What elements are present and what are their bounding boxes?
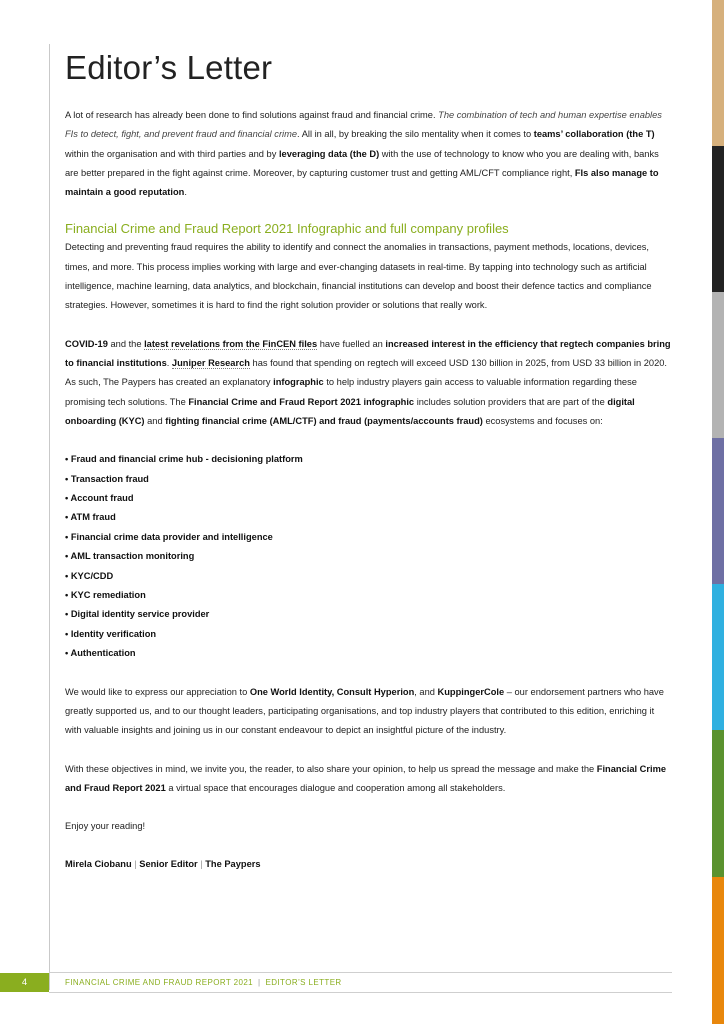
p3-text-2: , and — [414, 686, 438, 697]
aml-bold: fighting financial crime (AML/CTF) and fraud (payments/accounts fraud) — [165, 415, 483, 426]
report-infographic-bold: Financial Crime and Fraud Report 2021 infographic — [188, 396, 415, 407]
p2-text-3: . — [166, 357, 172, 368]
list-item: • Transaction fraud — [65, 473, 149, 484]
list-item: • KYC remediation — [65, 590, 146, 600]
p2-text-4: has found that spending on regtech will exceed USD 130 billion in 2025, from USD 33 billion in 2020. As such, The Paypers has created an explanatory — [65, 357, 668, 388]
intro-bold-teams: teams’ collaboration (the T) — [533, 129, 655, 140]
footer-title — [65, 973, 342, 992]
sidebar-tab-green[interactable] — [712, 730, 724, 877]
signature — [65, 855, 672, 874]
author-role: Senior Editor — [139, 859, 198, 870]
sidebar-tab-gray[interactable] — [712, 292, 724, 438]
list-item: • KYC/CDD — [65, 570, 114, 581]
report-name-bold: Financial Crime and Fraud Report 2021 — [65, 763, 667, 793]
p2-text-8: ecosystems and focuses on: — [482, 415, 603, 426]
intro-text-3: . All in all, by breaking the silo mentality when it comes to — [297, 129, 534, 140]
paragraph-2 — [65, 335, 672, 431]
intro-text-5: within the organisation and with third parties and by — [65, 148, 279, 159]
signature-separator: | — [200, 859, 203, 870]
focus-list — [65, 450, 672, 663]
footer-report-title: FINANCIAL CRIME AND FRAUD REPORT 2021 — [65, 978, 254, 987]
list-item: • Authentication — [65, 648, 136, 659]
list-item: • Digital identity service provider — [65, 609, 210, 620]
color-tab-sidebar — [712, 0, 724, 1024]
intro-bold-data: leveraging data (the D) — [278, 148, 380, 159]
list-item: • Financial crime data provider and intelligence — [65, 531, 273, 542]
paragraph-3 — [65, 683, 672, 741]
sidebar-tab-beige[interactable] — [712, 0, 724, 146]
page-number: 4 — [0, 973, 49, 992]
list-item: • Fraud and financial crime hub - decisioning platform — [65, 454, 303, 465]
sidebar-tab-purple[interactable] — [712, 438, 724, 584]
signature-separator: | — [134, 859, 137, 870]
p3-text-1: We would like to express our appreciation to — [65, 686, 250, 697]
author-name: Mirela Ciobanu — [65, 859, 132, 870]
regtech-bold: increased interest in the efficiency that regtech companies bring to financial institutions — [65, 338, 671, 368]
p2-text-6: includes solution providers that are part of the — [414, 396, 608, 407]
section-heading: Financial Crime and Fraud Report 2021 Infographic and full company profiles — [65, 221, 509, 237]
p2-text-7: and — [144, 415, 166, 426]
intro-italic: The combination of tech and human expertise enables FIs to detect, fight, and prevent fraud and financial crime — [65, 110, 662, 140]
list-item: • AML transaction monitoring — [65, 551, 195, 562]
kyc-bold: digital onboarding (KYC) — [65, 396, 635, 426]
page-title: Editor’s Letter — [65, 49, 273, 86]
intro-text-7: with the use of technology to know who you are dealing with, banks are better prepared in the fight against crime. Moreover, by capturing customer trust and getting AML/CFT compliance right, — [65, 148, 659, 178]
author-company: The Paypers — [205, 859, 261, 870]
list-item: • Identity verification — [65, 628, 157, 639]
fincen-link[interactable]: latest revelations from the FinCEN files — [144, 338, 318, 349]
sidebar-tab-black[interactable] — [712, 146, 724, 292]
covid-bold: COVID-19 — [65, 338, 108, 349]
intro-text-1: A lot of research has already been done to find solutions against fraud and financial crime. — [65, 110, 439, 120]
intro-text-9: . — [184, 187, 187, 198]
kuppingercole-bold: KuppingerCole — [437, 686, 505, 697]
footer-rule-bottom — [49, 992, 672, 993]
list-item: • ATM fraud — [65, 512, 116, 523]
footer-section: EDITOR’S LETTER — [265, 978, 342, 987]
p4-text-2: a virtual space that encourages dialogue and cooperation among all stakeholders. — [165, 782, 506, 793]
juniper-link[interactable]: Juniper Research — [171, 357, 250, 368]
p4-text-1: With these objectives in mind, we invite you, the reader, to also share your opinion, to help us spread the message and make the — [65, 763, 597, 774]
list-item: • Account fraud — [65, 492, 134, 503]
paragraph-4 — [65, 760, 672, 799]
p2-text-2: have fuelled an — [317, 338, 386, 349]
partners-bold: One World Identity, Consult Hyperion — [249, 686, 415, 697]
left-margin-rule — [49, 44, 50, 990]
closing-line: Enjoy your reading! — [65, 821, 146, 832]
article-body — [65, 48, 672, 874]
p3-text-3: – our endorsement partners who have greatly supported us, and to our thought leaders, participating organisations, and top industry players that contributed to this edition, enriching it with valuable insights and joining us in our constant endeavour to depict an insightful picture of the industry. — [65, 686, 664, 736]
sidebar-tab-blue[interactable] — [712, 584, 724, 730]
paragraph-1: Detecting and preventing fraud requires the ability to identify and connect the anomalies in transactions, payment methods, locations, devices, times, and more. This process implies working with large and ever-changing datasets in real-time. By tapping into technology such as artificial intelligence, machine learning, data analytics, and blockchain, financial institutions can develop and boost their defence tactics and compliance strategies. However, sometimes it is hard to find the right solution provider or solutions that really work. — [65, 242, 652, 311]
sidebar-tab-orange[interactable] — [712, 877, 724, 1024]
p2-text-5: to help industry players gain access to valuable information regarding these promising tech solutions. The — [65, 377, 637, 407]
intro-paragraph — [65, 106, 672, 202]
footer-separator: | — [258, 978, 261, 987]
intro-bold-reputation: FIs also manage to maintain a good reputation — [65, 167, 659, 198]
p2-text-1: and the — [107, 338, 145, 349]
infographic-bold: infographic — [273, 377, 324, 388]
